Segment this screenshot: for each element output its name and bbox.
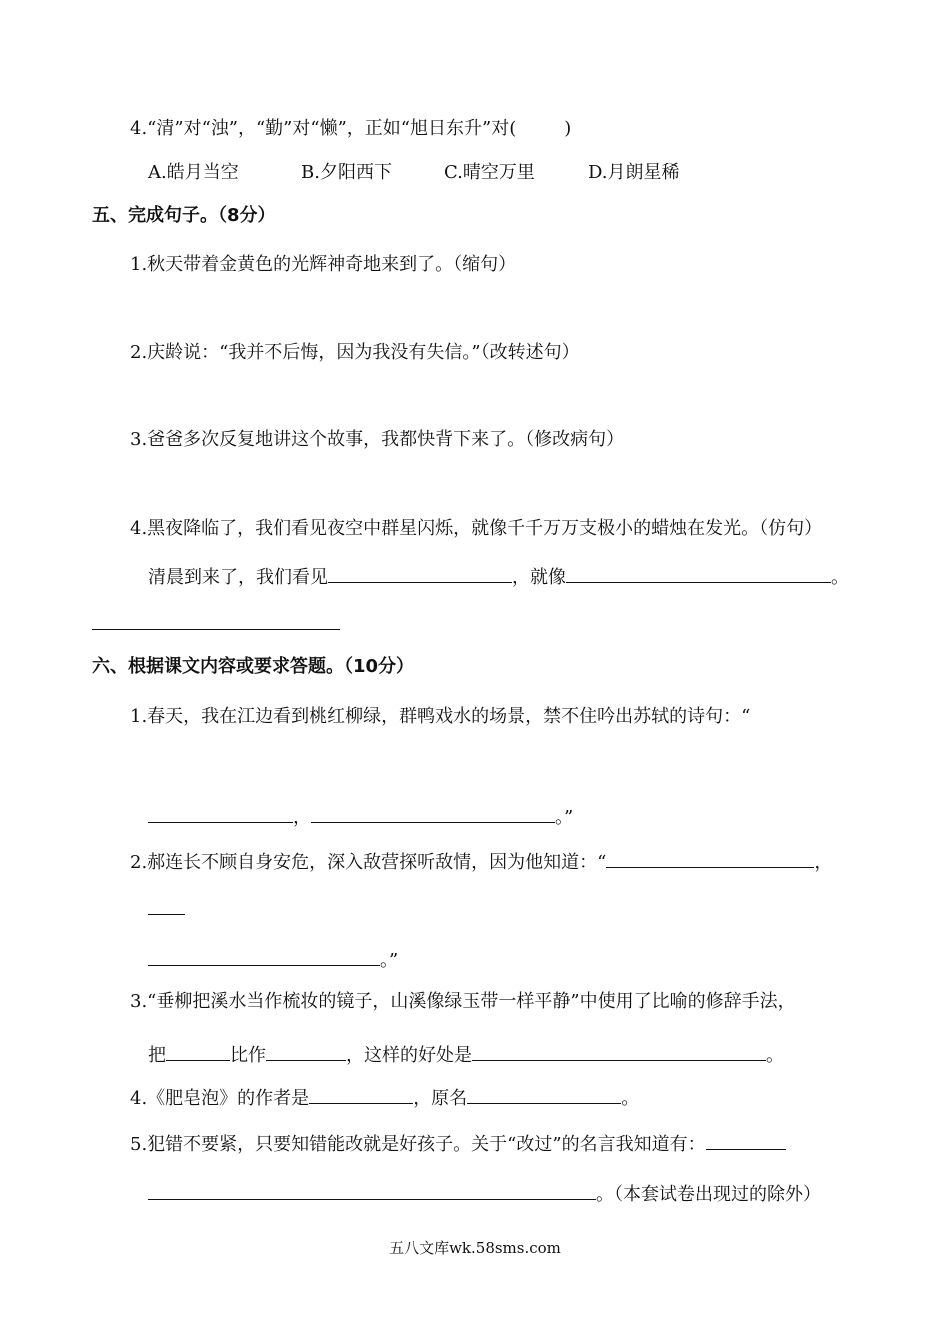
end-quote: 。” [380,950,399,971]
s6-question-2 [130,847,832,875]
question-text: 4.“清”对“浊”，“勤”对“懒”，正如“旭日东升”对( [130,118,517,139]
answer-blank[interactable] [606,847,814,868]
s5-question-3: 3.爸爸多次反复地讲这个故事，我都快背下来了。（修改病句） [130,429,625,450]
fill-text-c: 。 [831,567,849,588]
close-paren: ) [564,118,572,139]
s6-q2-fill-line [148,945,398,973]
answer-line[interactable] [92,629,340,630]
fill-text-b: ，就像 [512,567,566,588]
s6-q5-fill-line [148,1179,821,1207]
answer-blank[interactable] [706,1129,786,1150]
question-4-choice [130,117,571,141]
answer-blank[interactable] [309,1083,413,1104]
s5-question-1: 1.秋天带着金黄色的光辉神奇地来到了。（缩句） [130,254,517,275]
fill-text-end: 。（本套试卷出现过的除外） [596,1184,821,1205]
comma: ， [293,807,311,828]
question-text: 4.《肥皂泡》的作者是 [130,1088,310,1109]
question-text: 2.郝连长不顾自身安危，深入敌营探听敌情，因为他知道：“ [130,852,607,873]
option-b: B.夕阳西下 [301,162,392,183]
answer-blank[interactable] [266,1040,346,1061]
s6-question-5 [130,1129,786,1157]
answer-line[interactable] [148,914,185,915]
answer-blank[interactable] [566,562,831,583]
fill-text-d: 。 [766,1045,784,1066]
s6-q3-fill-line [148,1040,784,1068]
s5-q4-fill-line [148,562,849,590]
section-6-heading: 六、根据课文内容或要求答题。（10分） [92,656,415,677]
s6-question-4 [130,1083,639,1111]
fill-text-a: 把 [148,1045,166,1066]
s5-question-4: 4.黑夜降临了，我们看见夜空中群星闪烁，就像千千万万支极小的蜡烛在发光。（仿句） [130,518,823,539]
answer-blank[interactable] [328,562,512,583]
fill-text-a: 清晨到来了，我们看见 [148,567,328,588]
footer-watermark: 五八文库wk.58sms.com [389,1239,561,1257]
end-quote: 。” [555,807,574,828]
question-text: 5.犯错不要紧，只要知错能改就是好孩子。关于“改过”的名言我知道有： [130,1134,706,1155]
answer-blank[interactable] [467,1083,621,1104]
option-c: C.晴空万里 [444,162,535,183]
s6-question-1: 1.春天，我在江边看到桃红柳绿，群鸭戏水的场景，禁不住吟出苏轼的诗句：“ [130,706,751,727]
fill-text-b: 比作 [230,1045,266,1066]
answer-blank[interactable] [148,1179,596,1200]
fill-text-c: ，这样的好处是 [346,1045,472,1066]
answer-blank[interactable] [311,802,555,823]
comma: ， [814,852,833,873]
fill-text-b: ，原名 [413,1088,468,1109]
answer-blank[interactable] [166,1040,230,1061]
answer-blank[interactable] [472,1040,766,1061]
option-d: D.月朗星稀 [588,162,680,183]
option-a: A.皓月当空 [148,162,239,183]
s6-q1-fill-line [148,802,573,830]
s6-question-3: 3.“垂柳把溪水当作梳妆的镜子，山溪像绿玉带一样平静”中使用了比喻的修辞手法， [130,991,796,1012]
s5-question-2: 2.庆龄说：“我并不后悔，因为我没有失信。”（改转述句） [130,342,580,363]
fill-text-c: 。 [621,1088,640,1109]
section-5-heading: 五、完成句子。（8分） [92,205,276,226]
answer-blank[interactable] [148,802,293,823]
answer-blank[interactable] [148,945,380,966]
